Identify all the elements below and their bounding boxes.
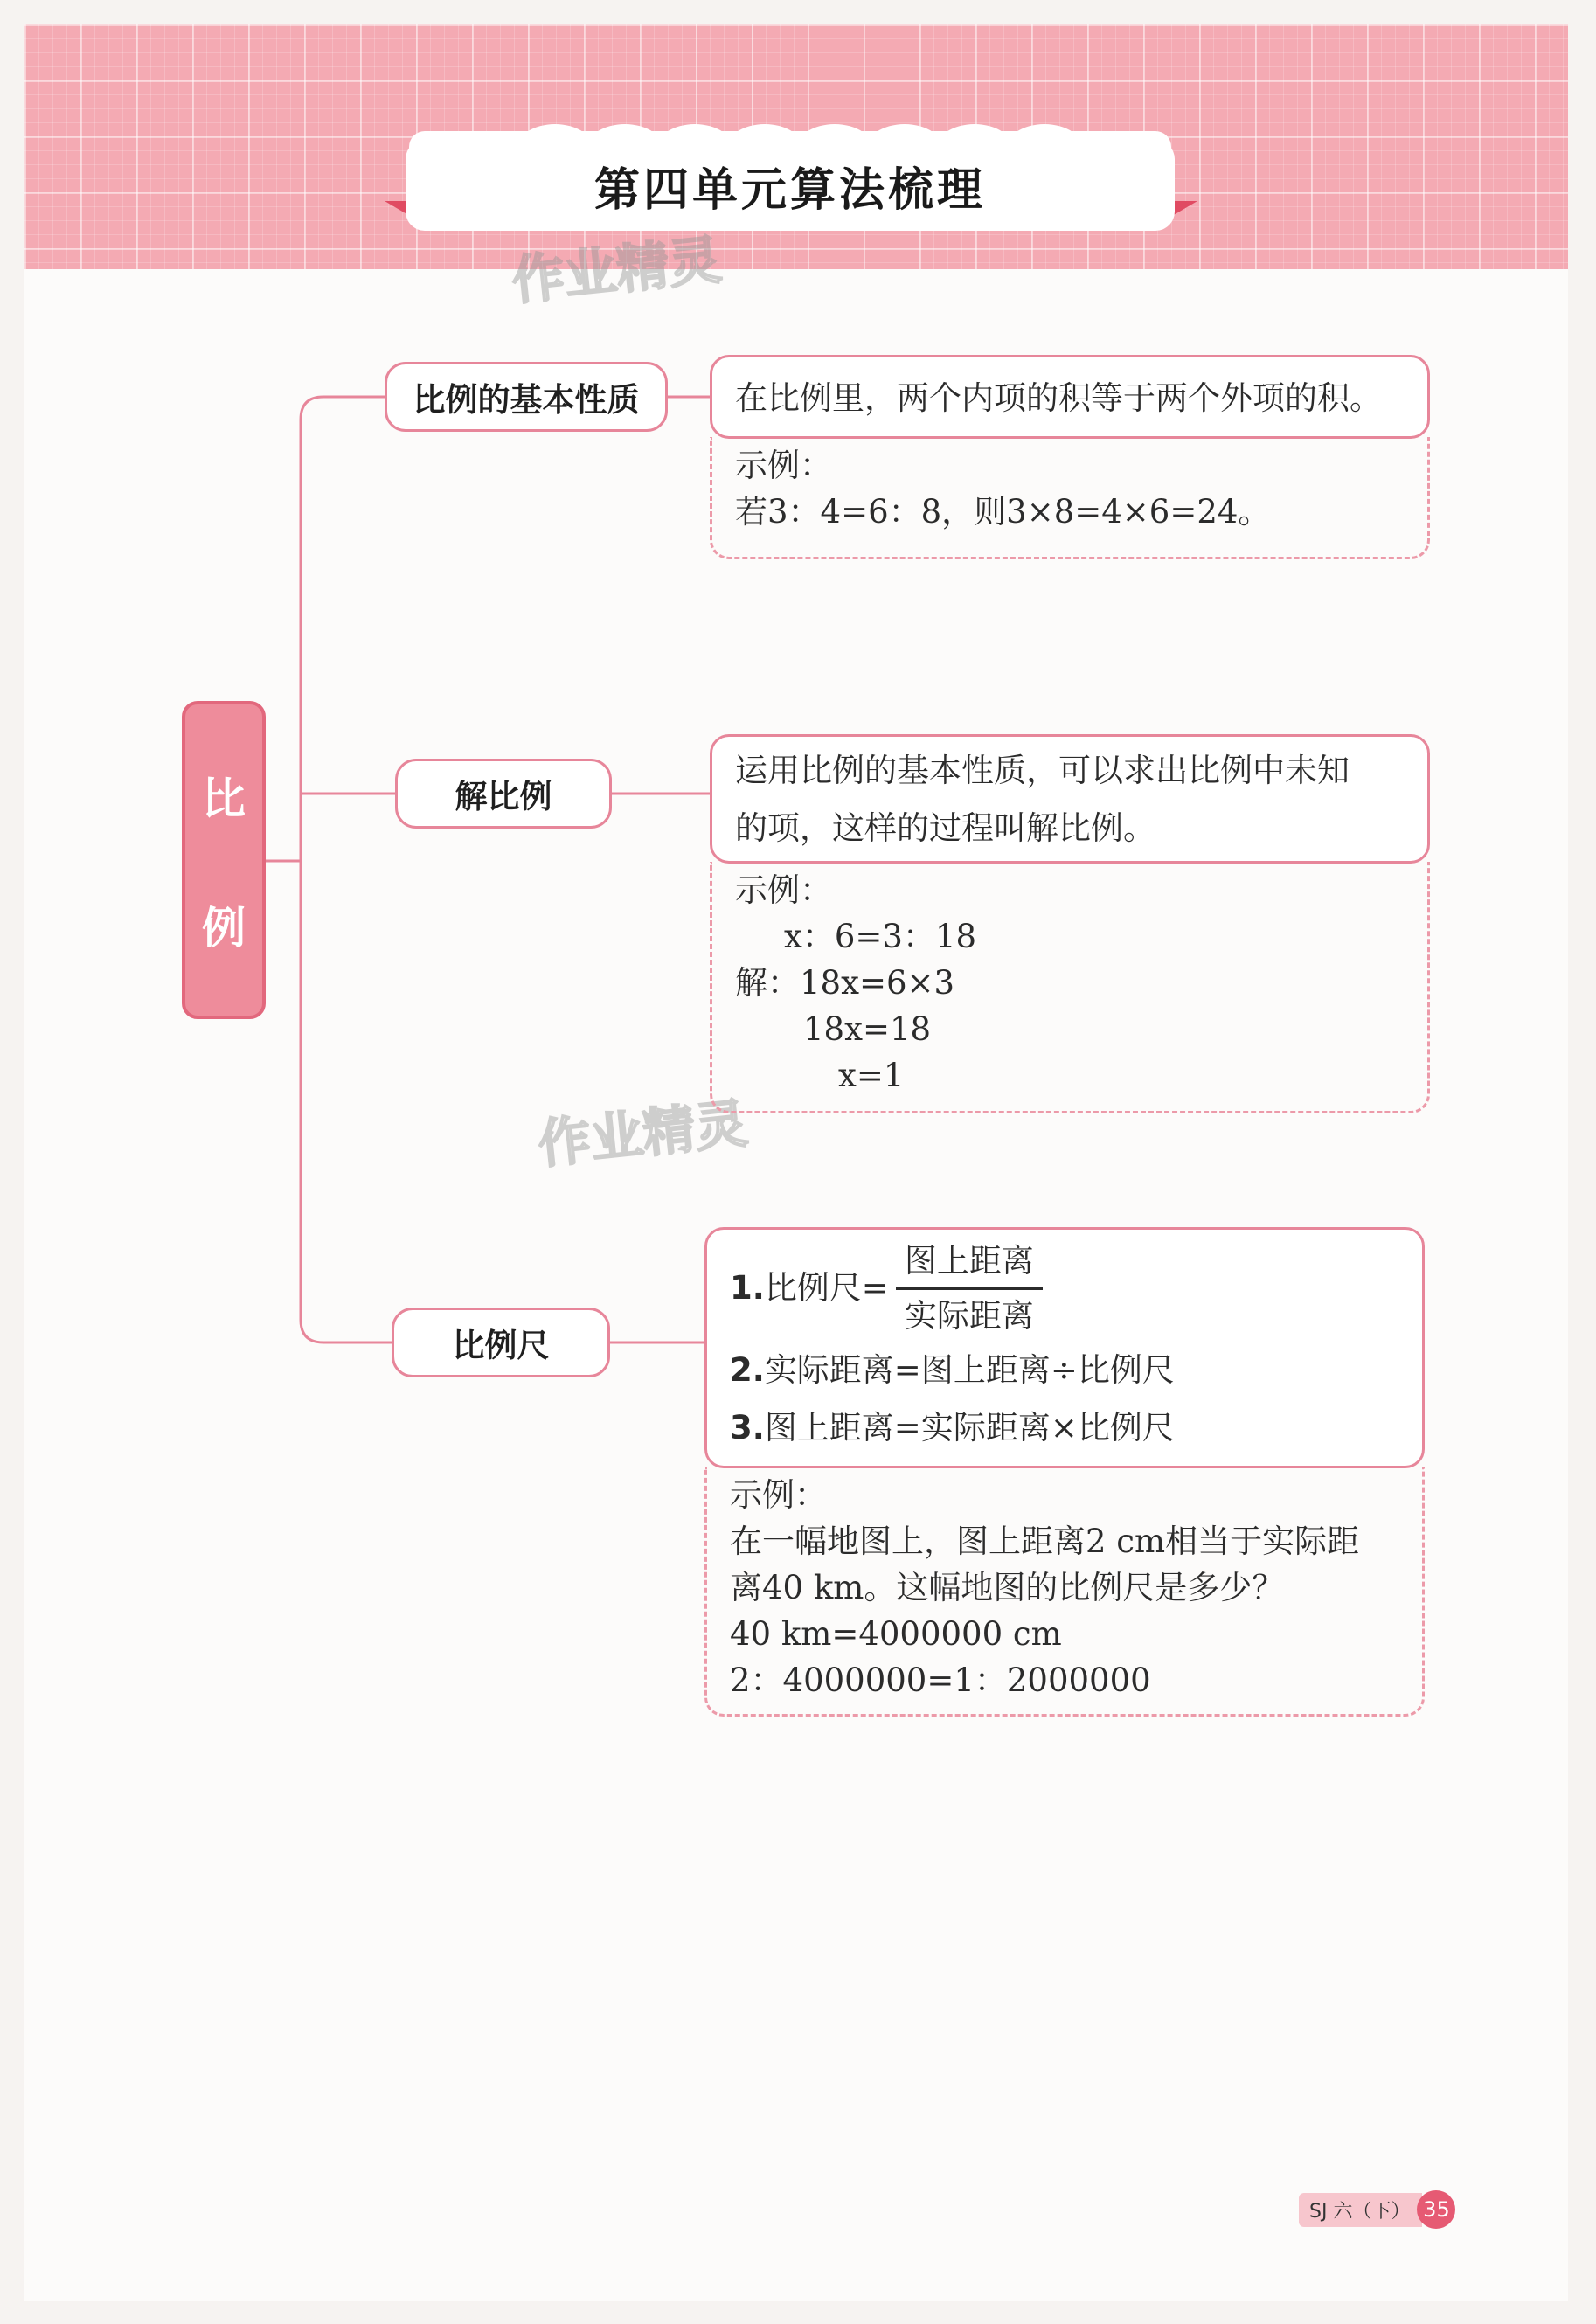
example-line: 离40 km。这幅地图的比例尺是多少？ [730, 1569, 1285, 1606]
root-char: 比 [202, 774, 246, 824]
root-char: 例 [202, 903, 246, 954]
page-number: 35 [1417, 2190, 1455, 2229]
formula-text: 实际距离=图上距离÷比例尺 [764, 1351, 1175, 1389]
connector-branch-1 [301, 397, 385, 861]
formula-text: 比例尺= [764, 1269, 889, 1307]
fraction [896, 1238, 1043, 1339]
root-node [182, 701, 266, 1019]
page-title: 第四单元算法梳理 [406, 140, 1175, 231]
definition-box [710, 734, 1430, 864]
definition-box [710, 355, 1430, 439]
formula-line [730, 1399, 1399, 1457]
example-line: 2：4000000=1：2000000 [730, 1661, 1151, 1699]
node-solve-proportion: 解比例 [395, 759, 612, 829]
node-basic-property: 比例的基本性质 [385, 362, 668, 432]
formula-line [730, 1342, 1399, 1399]
example-line: 示例： [735, 871, 832, 909]
example-line: x：6=3：18 [784, 918, 977, 955]
watermark: 作业精灵 [509, 229, 725, 313]
example-line: 18x=18 [803, 1010, 932, 1048]
definition-text: 的项，这样的过程叫解比例。 [735, 809, 1155, 847]
formula-text: 图上距离=实际距离×比例尺 [764, 1409, 1175, 1446]
example-line: 示例： [735, 447, 832, 484]
example-line: x=1 [838, 1057, 905, 1094]
definition-text: 在比例里，两个内项的积等于两个外项的积。 [735, 379, 1382, 417]
node-scale: 比例尺 [392, 1308, 610, 1377]
page-footer [1299, 2190, 1455, 2229]
formula-number: 1. [730, 1269, 765, 1307]
book-code: SJ 六（下） [1299, 2193, 1422, 2227]
example-line: 40 km=4000000 cm [730, 1615, 1062, 1653]
example-line: 若3：4=6：8，则3×8=4×6=24。 [735, 493, 1271, 531]
example-line: 解：18x=6×3 [735, 964, 955, 1002]
watermark: 作业精灵 [535, 1093, 751, 1176]
example-box [710, 862, 1430, 1113]
definition-text: 运用比例的基本性质，可以求出比例中未知 [735, 752, 1350, 789]
example-line: 示例： [730, 1476, 827, 1514]
connector-branch-3 [301, 861, 392, 1342]
example-box [710, 437, 1430, 559]
formula-line [730, 1235, 1399, 1342]
fraction-denominator: 实际距离 [904, 1296, 1034, 1335]
definition-box [704, 1227, 1425, 1468]
fraction-numerator: 图上距离 [896, 1238, 1043, 1290]
example-box [704, 1467, 1425, 1717]
formula-number: 3. [730, 1409, 765, 1446]
formula-number: 2. [730, 1351, 765, 1389]
example-line: 在一幅地图上，图上距离2 cm相当于实际距 [730, 1523, 1360, 1560]
